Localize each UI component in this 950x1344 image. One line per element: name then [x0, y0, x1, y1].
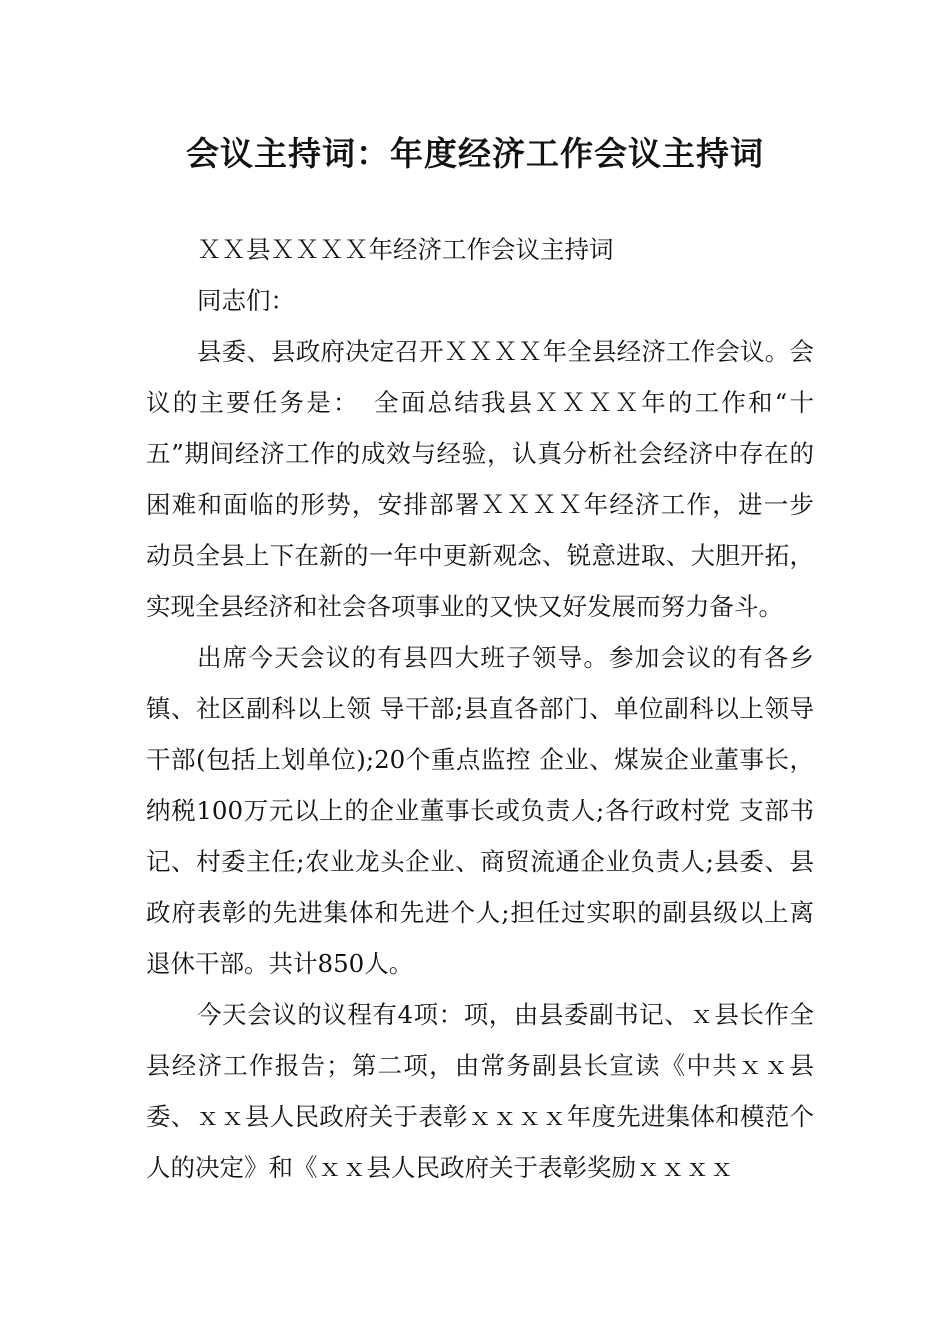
body-paragraph: 出席今天会议的有县四大班子领导。参加会议的有各乡镇、社区副科以上领 导干部;县直各部门、单位副科以上领导干部(包括上划单位);20个重点监控 企业、煤炭企业董事长，纳税100万元以上的企业董事长或负责人;各行政村党 支部书记、村委主任;农业龙头企业、商贸流通企业负责人;县委、县政府表彰的先进集体和先进个人;担任过实职的副县级以上离退休干部。共计850人。 — [146, 643, 814, 978]
document-title: 会议主持词：年度经济工作会议主持词 — [186, 134, 764, 173]
body-paragraph: 今天会议的议程有4项：项，由县委副书记、ｘ县长作全县经济工作报告；第二项，由常务副县长宣读《中共ｘｘ县委、ｘｘ县人民政府关于表彰ｘｘｘｘ年度先进集体和模范个人的决定》和《ｘｘ县人民政府关于表彰奖励ｘｘｘｘ — [146, 1000, 814, 1182]
subtitle-paragraph: ＸＸ县ＸＸＸＸ年经济工作会议主持词 — [197, 235, 614, 264]
body-paragraph: 县委、县政府决定召开ＸＸＸＸ年全县经济工作会议。会议的主要任务是： 全面总结我县ＸＸＸＸ年的工作和“十五”期间经济工作的成效与经验，认真分析社会经济中存在的困难和面临的形势，安排部署ＸＸＸＸ年经济工作，进一步 动员全县上下在新的一年中更新观念、锐意进取、大胆开拓，实现全县经济和社会各项事业的又快又好发展而努力备斗。 — [146, 337, 814, 621]
document-body — [146, 224, 814, 1193]
salutation-paragraph: 同志们： — [197, 286, 295, 315]
